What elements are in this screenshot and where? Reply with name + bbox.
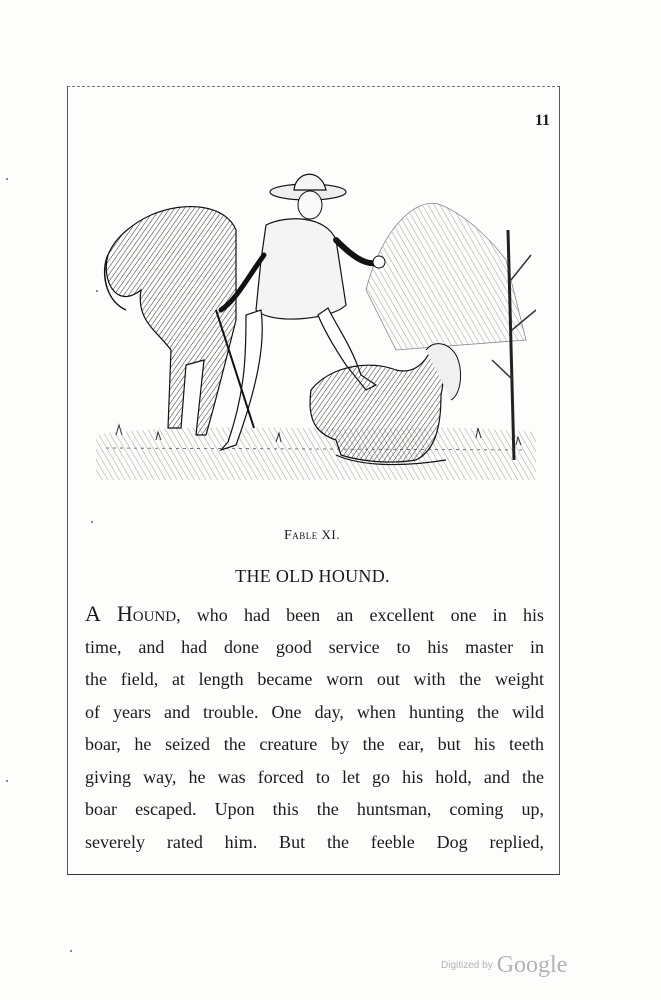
fable-title: THE OLD HOUND.	[235, 566, 390, 586]
text-line-5: boar, he seized the creature by the ear, but his teeth	[85, 734, 544, 754]
text-line-1-rest: , who had been an excellent one in his	[176, 605, 544, 625]
paper-speck	[96, 290, 98, 292]
text-line-6: giving way, he was forced to let go his hold, and the	[85, 766, 544, 787]
paper-speck	[91, 521, 93, 523]
paper-speck	[70, 950, 72, 952]
page-number: 11	[534, 112, 550, 129]
fable-body-text	[85, 598, 544, 858]
text-line-4: of years and trouble. One day, when hunting the wild	[85, 701, 544, 722]
fable-label-initial: F	[283, 528, 293, 543]
digitized-watermark	[441, 952, 581, 986]
text-line-1	[85, 598, 544, 631]
text-line-8: severely rated him. But the feeble Dog replied,	[85, 831, 544, 852]
watermark-brand: Google	[496, 952, 568, 978]
engraving-illustration	[96, 160, 536, 490]
text-line-2: time, and had done good service to his master in	[85, 636, 544, 657]
fable-number-label	[0, 527, 624, 544]
fable-label-rest: able XI.	[292, 527, 340, 542]
paper-speck	[6, 780, 8, 782]
opening-word: A Hound	[85, 601, 177, 626]
text-line-3: the field, at length became worn out with the weight	[85, 669, 544, 689]
paper-speck	[6, 178, 8, 180]
watermark-prefix: Digitized by	[441, 960, 493, 971]
text-line-7: boar escaped. Upon this the huntsman, coming up,	[85, 799, 544, 819]
